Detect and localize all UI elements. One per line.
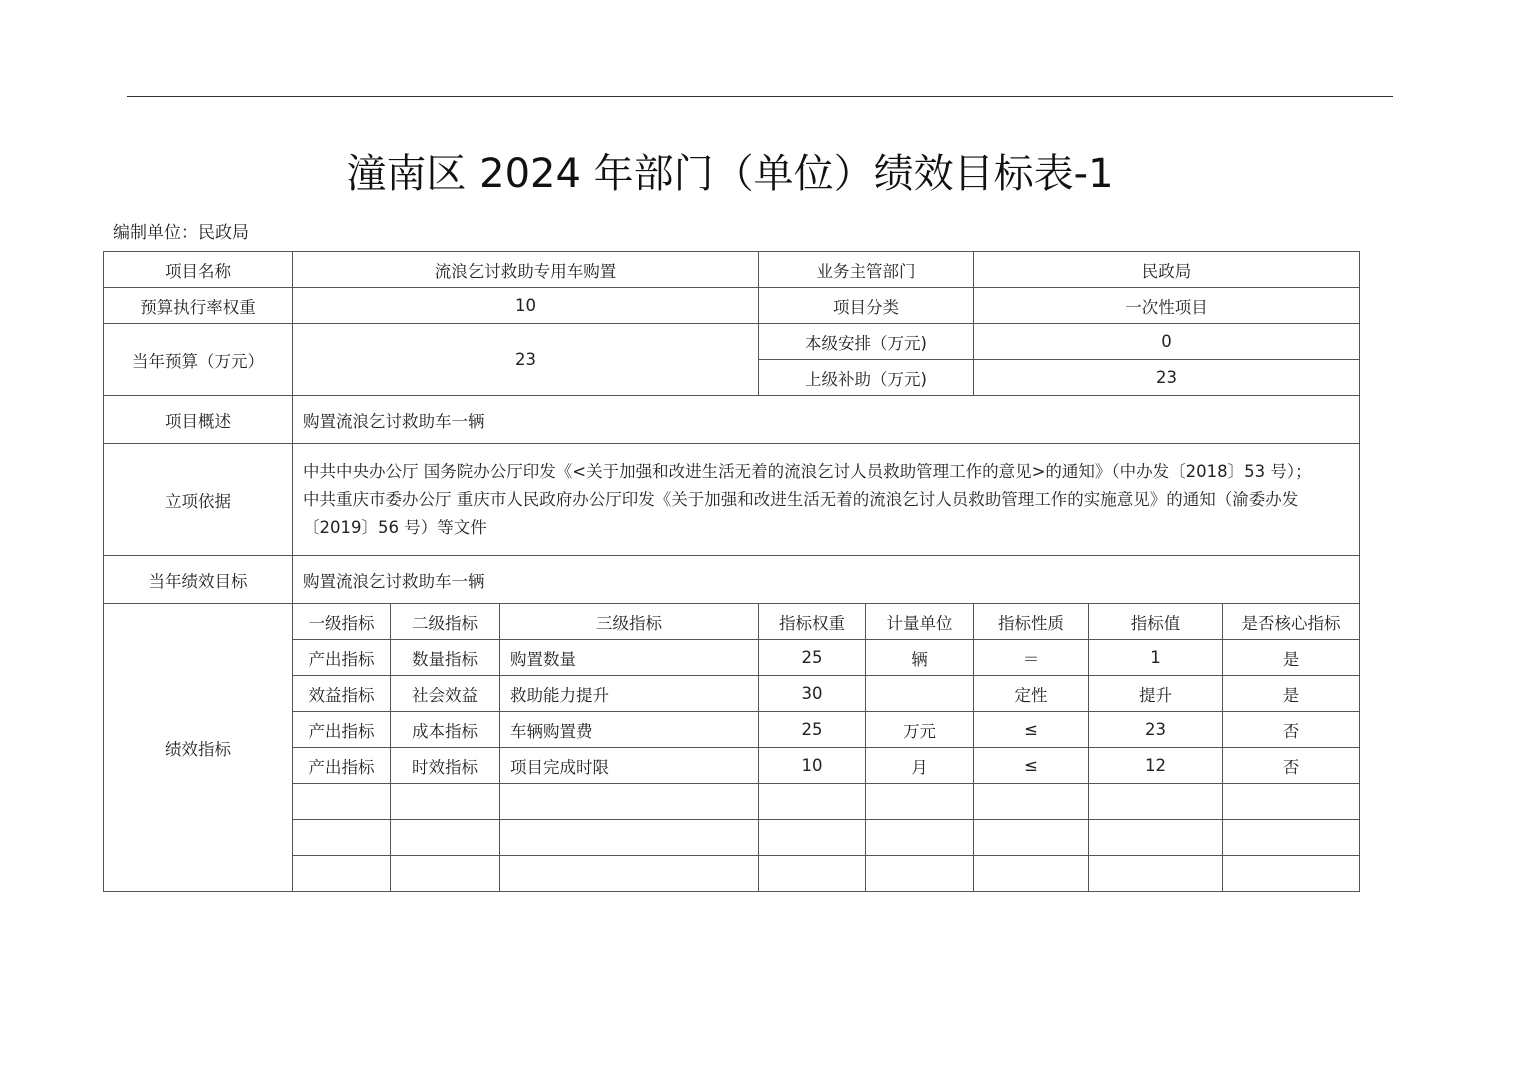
table-row — [104, 748, 1360, 784]
summary-label: 项目概述 — [104, 396, 293, 444]
unit-cell: 万元 — [866, 712, 974, 748]
header-core: 是否核心指标 — [1223, 604, 1360, 640]
nature-cell: ≤ — [974, 748, 1089, 784]
unit-cell — [866, 820, 974, 856]
level3-cell: 车辆购置费 — [500, 712, 759, 748]
level3-cell — [500, 856, 759, 892]
compiling-unit: 编制单位：民政局 — [113, 223, 249, 243]
category-label: 项目分类 — [759, 288, 974, 324]
table-row — [104, 676, 1360, 712]
weight-cell: 25 — [759, 640, 866, 676]
level2-cell: 成本指标 — [391, 712, 500, 748]
upper-label: 上级补助（万元) — [759, 360, 974, 396]
level1-cell: 产出指标 — [293, 640, 391, 676]
level3-cell: 救助能力提升 — [500, 676, 759, 712]
local-value: 0 — [974, 324, 1360, 360]
level3-cell: 购置数量 — [500, 640, 759, 676]
table-row — [104, 712, 1360, 748]
category-value: 一次性项目 — [974, 288, 1360, 324]
weight-cell: 30 — [759, 676, 866, 712]
row-project-name — [104, 252, 1360, 288]
row-summary — [104, 396, 1360, 444]
header-level1: 一级指标 — [293, 604, 391, 640]
local-label: 本级安排（万元) — [759, 324, 974, 360]
weight-cell: 25 — [759, 712, 866, 748]
core-cell: 否 — [1223, 712, 1360, 748]
indicators-section-label: 绩效指标 — [104, 604, 293, 892]
table-row — [104, 820, 1360, 856]
level2-cell — [391, 820, 500, 856]
level2-cell — [391, 784, 500, 820]
level1-cell: 产出指标 — [293, 712, 391, 748]
core-cell: 是 — [1223, 640, 1360, 676]
dept-value: 民政局 — [974, 252, 1360, 288]
header-weight: 指标权重 — [759, 604, 866, 640]
value-cell: 12 — [1089, 748, 1223, 784]
value-cell — [1089, 856, 1223, 892]
weight-value: 10 — [293, 288, 759, 324]
basis-label: 立项依据 — [104, 444, 293, 556]
table-row — [104, 640, 1360, 676]
nature-cell: 定性 — [974, 676, 1089, 712]
header-level3: 三级指标 — [500, 604, 759, 640]
level2-cell: 时效指标 — [391, 748, 500, 784]
core-cell: 是 — [1223, 676, 1360, 712]
project-name-label: 项目名称 — [104, 252, 293, 288]
weight-cell — [759, 856, 866, 892]
header-level2: 二级指标 — [391, 604, 500, 640]
dept-label: 业务主管部门 — [759, 252, 974, 288]
project-name-value: 流浪乞讨救助专用车购置 — [293, 252, 759, 288]
core-cell — [1223, 856, 1360, 892]
unit-cell — [866, 856, 974, 892]
level3-cell: 项目完成时限 — [500, 748, 759, 784]
level2-cell: 社会效益 — [391, 676, 500, 712]
budget-value: 23 — [293, 324, 759, 396]
level2-cell — [391, 856, 500, 892]
weight-cell: 10 — [759, 748, 866, 784]
level1-cell — [293, 784, 391, 820]
row-goal — [104, 556, 1360, 604]
weight-label: 预算执行率权重 — [104, 288, 293, 324]
value-cell: 23 — [1089, 712, 1223, 748]
performance-target-table — [103, 251, 1360, 892]
weight-cell — [759, 820, 866, 856]
weight-cell — [759, 784, 866, 820]
header-value: 指标值 — [1089, 604, 1223, 640]
value-cell: 提升 — [1089, 676, 1223, 712]
core-cell — [1223, 820, 1360, 856]
goal-label: 当年绩效目标 — [104, 556, 293, 604]
unit-cell: 月 — [866, 748, 974, 784]
level1-cell — [293, 820, 391, 856]
nature-cell: ≤ — [974, 712, 1089, 748]
unit-cell — [866, 676, 974, 712]
unit-cell: 辆 — [866, 640, 974, 676]
basis-value — [293, 444, 1360, 556]
nature-cell: ＝ — [974, 640, 1089, 676]
level2-cell: 数量指标 — [391, 640, 500, 676]
header-nature: 指标性质 — [974, 604, 1089, 640]
row-basis — [104, 444, 1360, 556]
value-cell — [1089, 784, 1223, 820]
indicator-header-row — [104, 604, 1360, 640]
header-rule — [127, 96, 1393, 97]
nature-cell — [974, 856, 1089, 892]
level1-cell: 产出指标 — [293, 748, 391, 784]
basis-line-2: 中共重庆市委办公厅 重庆市人民政府办公厅印发《关于加强和改进生活无着的流浪乞讨人员救助管理工作的实施意见》的通知（渝委办发〔2019〕56 号）等文件 — [303, 489, 1299, 537]
upper-value: 23 — [974, 360, 1360, 396]
row-budget — [104, 324, 1360, 360]
core-cell — [1223, 784, 1360, 820]
table-row — [104, 856, 1360, 892]
nature-cell — [974, 820, 1089, 856]
level1-cell — [293, 856, 391, 892]
basis-line-1: 中共中央办公厅 国务院办公厅印发《<关于加强和改进生活无着的流浪乞讨人员救助管理工作的意见>的通知》（中办发〔2018〕53 号）； — [303, 461, 1312, 481]
level3-cell — [500, 784, 759, 820]
value-cell: 1 — [1089, 640, 1223, 676]
summary-value: 购置流浪乞讨救助车一辆 — [293, 396, 1360, 444]
table-row — [104, 784, 1360, 820]
level1-cell: 效益指标 — [293, 676, 391, 712]
unit-cell — [866, 784, 974, 820]
core-cell: 否 — [1223, 748, 1360, 784]
value-cell — [1089, 820, 1223, 856]
row-weight — [104, 288, 1360, 324]
page-title: 潼南区 2024 年部门（单位）绩效目标表-1 — [346, 151, 1114, 197]
header-unit: 计量单位 — [866, 604, 974, 640]
level3-cell — [500, 820, 759, 856]
nature-cell — [974, 784, 1089, 820]
goal-value: 购置流浪乞讨救助车一辆 — [293, 556, 1360, 604]
budget-label: 当年预算（万元） — [104, 324, 293, 396]
